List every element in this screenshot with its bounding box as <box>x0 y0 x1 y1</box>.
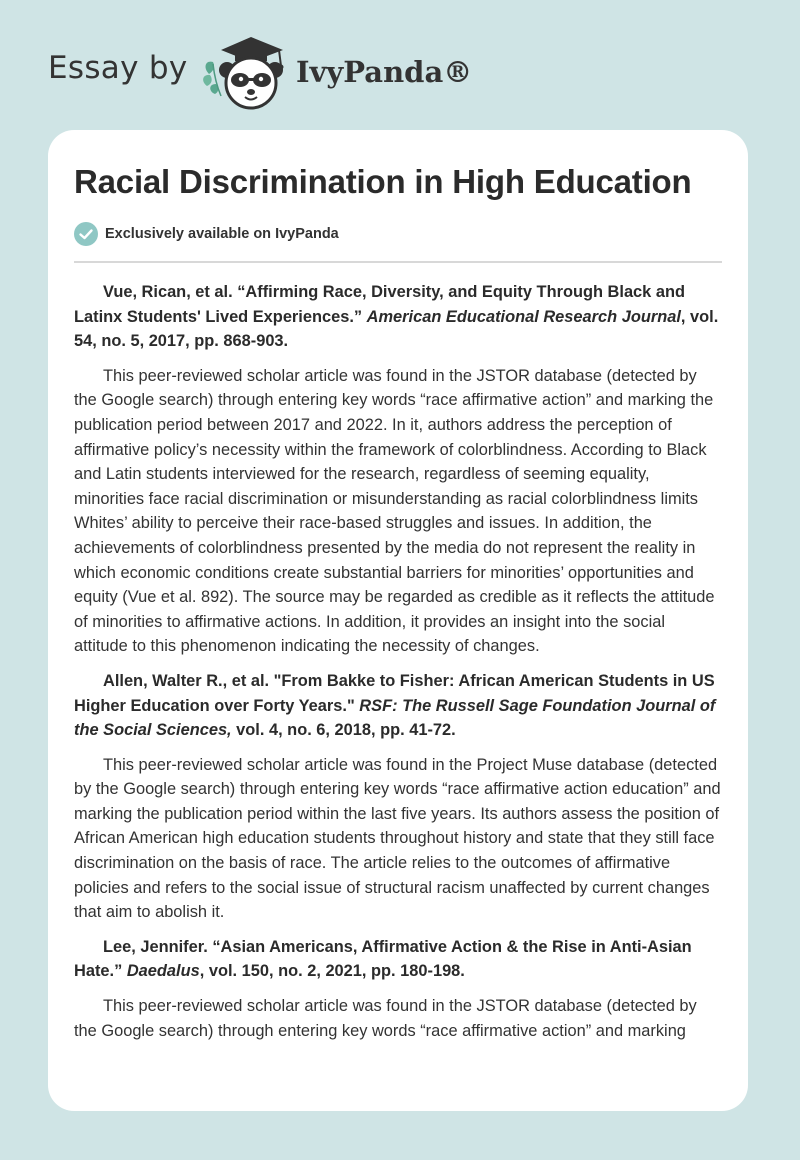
panda-logo-icon[interactable] <box>201 34 293 110</box>
reference-text: Vue, Rican, et al. “Affirming Race, Diversity, and Equity Through Black and Latinx Students' Lived Experiences.” <box>74 283 685 326</box>
reference-details: vol. 4, no. 6, 2018, pp. 41-72. <box>231 721 456 740</box>
reference-text: Allen, Walter R., et al. "From Bakke to Fisher: African American Students in US Higher Education over Forty Years." <box>74 671 715 715</box>
reference-journal: American Educational Research Journal <box>366 307 681 326</box>
reference-entry <box>74 280 722 354</box>
title-divider <box>74 261 722 263</box>
brand-prefix: Essay by <box>48 50 188 86</box>
essay-card <box>48 130 748 1111</box>
reference-entry <box>74 669 722 743</box>
check-circle-icon <box>74 222 98 246</box>
annotation-paragraph: This peer-reviewed scholar article was found in the Project Muse database (detected by the Google search) through entering key words “race affirmative action education” and marking the publication period within the last five years. Its authors assess the position of African American high education students throughout history and state that they still face discrimination on the basis of race. The article relies to the outcomes of affirmative policies and refers to the social issue of structural racism unaffected by current changes that aim to abolish it. <box>74 755 721 922</box>
reference-details: , vol. 54, no. 5, 2017, pp. 868-903. <box>74 307 719 351</box>
site-header <box>0 0 800 130</box>
page-title: Racial Discrimination in High Education <box>74 163 692 200</box>
essay-body <box>74 280 722 1053</box>
reference-entry <box>74 935 722 984</box>
annotation-paragraph: This peer-reviewed scholar article was found in the JSTOR database (detected by the Google search) through entering key words “race affirmative action” and marking the publication period between 2017 and 2022. In it, authors address the perception of affirmative policy’s necessity within the framework of colorblindness. According to Black and Latin students interviewed for the research, regardless of seeming equality, minorities face racial discrimination or misunderstanding as racial colorblindness limits Whites’ ability to perceive their race-based struggles and issues. In addition, the achievements of colorblindness presented by the media do not represent the reality in which economic conditions create substantial barriers for minorities’ opportunities and equity (Vue et al. 892). The source may be regarded as credible as it reflects the attitude of minorities to affirmative actions. In addition, it provides an insight into the social attitude to this phenomenon indicating the necessity of changes. <box>74 366 715 656</box>
reference-journal: Daedalus <box>126 962 200 981</box>
annotation-paragraph: This peer-reviewed scholar article was found in the JSTOR database (detected by the Google search) through entering key words “race affirmative action” and marking <box>74 997 697 1040</box>
exclusive-badge <box>74 222 339 246</box>
exclusive-badge-text: Exclusively available on IvyPanda <box>105 226 339 242</box>
reference-text: Lee, Jennifer. “Asian Americans, Affirmative Action & the Rise in Anti-Asian Hate.” <box>74 937 692 981</box>
reference-details: , vol. 150, no. 2, 2021, pp. 180-198. <box>199 962 465 981</box>
brand-name[interactable]: IvyPanda® <box>296 55 473 89</box>
reference-journal: RSF: The Russell Sage Foundation Journal of the Social Sciences, <box>74 696 716 740</box>
